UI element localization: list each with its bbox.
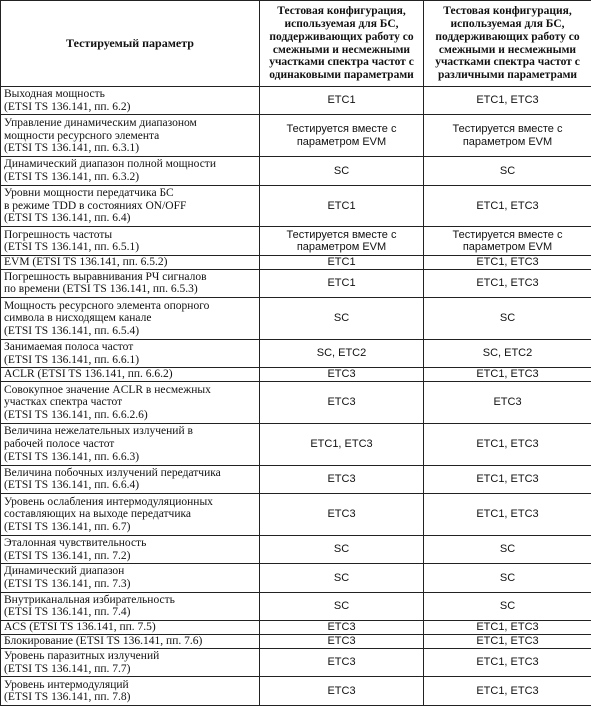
param-line: (ETSI TS 136.141, пп. 7.3): [4, 578, 131, 590]
config-diff-cell: [424, 423, 591, 465]
value-line: ETC3: [327, 396, 356, 409]
table-row: [1, 87, 591, 115]
value-line: ETC1, ETC3: [476, 635, 539, 648]
param-line: (ETSI TS 136.141, пп. 6.6.2.6): [4, 408, 148, 421]
config-diff-cell: [424, 115, 591, 157]
param-line: мощности ресурсного элемента: [4, 129, 160, 142]
table-row: [1, 269, 591, 297]
param-cell: [1, 227, 260, 255]
param-line: (ETSI TS 136.141, пп. 6.5.1): [4, 241, 140, 254]
value-line: ETC3: [493, 396, 522, 409]
config-same-cell: [260, 677, 424, 706]
param-line: Выходная мощность: [4, 88, 105, 101]
value-line: ETC3: [327, 635, 356, 648]
param-cell: [1, 635, 260, 649]
table-row: [1, 564, 591, 592]
value-line: Тестируется вместе с: [286, 228, 397, 241]
config-diff-cell: [424, 227, 591, 255]
config-same-cell: [260, 494, 424, 536]
config-same-cell: [260, 255, 424, 269]
header-config-different-params: [424, 1, 591, 87]
table-row: [1, 298, 591, 340]
config-diff-cell: [424, 185, 591, 227]
param-line: Управление динамическим диапазоном: [4, 116, 197, 129]
value-line: ETC3: [327, 473, 356, 486]
config-same-cell: [260, 227, 424, 255]
config-diff-cell: [424, 494, 591, 536]
param-line: (ETSI TS 136.141, пп. 7.7): [4, 662, 131, 675]
table-row: [1, 382, 591, 424]
value-line: ETC1, ETC3: [476, 199, 539, 212]
value-line: параметром EVM: [462, 241, 553, 254]
config-same-cell: [260, 592, 424, 620]
param-cell: [1, 115, 260, 157]
param-line: рабочей полосе частот: [4, 437, 115, 450]
header-line: Тестовая конфигурация,: [443, 5, 572, 18]
value-line: ETC1: [327, 94, 356, 107]
config-diff-cell: [424, 621, 591, 635]
value-line: Тестируется вместе с: [452, 228, 563, 241]
param-cell: [1, 564, 260, 592]
config-same-cell: [260, 465, 424, 493]
value-line: SC: [499, 164, 516, 177]
param-cell: [1, 648, 260, 676]
header-line: используемая для БС,: [450, 17, 565, 30]
value-line: SC: [333, 312, 350, 325]
table-row: [1, 494, 591, 536]
config-same-cell: [260, 185, 424, 227]
param-line: Величина побочных излучений передатчика: [4, 466, 221, 479]
table-row: [1, 227, 591, 255]
param-line: (ETSI TS 136.141, пп. 6.3.2): [4, 170, 140, 183]
value-line: SC, ETC2: [316, 347, 367, 360]
param-line: Занимаемая полоса частот: [4, 341, 134, 354]
header-config-same-params: [260, 1, 424, 87]
param-line: (ETSI TS 136.141, пп. 6.7): [4, 520, 131, 533]
table-row: [1, 592, 591, 620]
param-line: Погрешность выравнивания РЧ сигналов: [4, 270, 207, 283]
config-same-cell: [260, 564, 424, 592]
param-line: EVM (ETSI TS 136.141, пп. 6.5.2): [4, 255, 168, 268]
header-line: смежными и несмежными: [272, 43, 411, 56]
value-line: SC: [499, 312, 516, 325]
param-cell: [1, 255, 260, 269]
config-same-cell: [260, 368, 424, 382]
value-line: SC: [499, 543, 516, 556]
param-cell: [1, 621, 260, 635]
param-line: составляющих на выходе передатчика: [4, 508, 191, 521]
header-line: смежными и несмежными: [438, 43, 577, 56]
value-line: параметром EVM: [462, 135, 553, 148]
param-line: ACLR (ETSI TS 136.141, пп. 6.6.2): [4, 368, 173, 381]
config-diff-cell: [424, 157, 591, 185]
param-line: (ETSI TS 136.141, пп. 6.3.1): [4, 142, 140, 155]
param-line: (ETSI TS 136.141, пп. 6.6.1): [4, 353, 140, 366]
config-diff-cell: [424, 298, 591, 340]
param-cell: [1, 157, 260, 185]
config-diff-cell: [424, 677, 591, 706]
table-row: [1, 465, 591, 493]
value-line: Тестируется вместе с: [286, 123, 397, 136]
param-cell: [1, 269, 260, 297]
header-line: участками спектра частот с: [435, 56, 580, 69]
param-cell: [1, 423, 260, 465]
value-line: ETC1, ETC3: [476, 437, 539, 450]
value-line: параметром EVM: [296, 241, 387, 254]
header-line: участками спектра частот с: [269, 56, 414, 69]
value-line: ETC3: [327, 508, 356, 521]
param-line: по времени (ETSI TS 136.141, пп. 6.5.3): [4, 283, 198, 296]
value-line: SC: [333, 164, 350, 177]
config-same-cell: [260, 269, 424, 297]
value-line: SC: [499, 600, 516, 613]
config-diff-cell: [424, 87, 591, 115]
header-line: одинаковыми параметрами: [269, 69, 414, 82]
config-diff-cell: [424, 368, 591, 382]
param-line: в режиме TDD в состояниях ON/OFF: [4, 199, 187, 212]
param-cell: [1, 592, 260, 620]
table-row: [1, 648, 591, 676]
config-diff-cell: [424, 535, 591, 563]
param-line: Уровни мощности передатчика БС: [4, 187, 174, 200]
config-diff-cell: [424, 635, 591, 649]
param-line: (ETSI TS 136.141, пп. 6.5.4): [4, 324, 140, 337]
param-line: Динамический диапазон: [4, 565, 125, 578]
value-line: SC: [333, 571, 350, 584]
param-cell: [1, 339, 260, 367]
table-row: [1, 157, 591, 185]
config-diff-cell: [424, 382, 591, 424]
value-line: параметром EVM: [296, 135, 387, 148]
value-line: ETC1, ETC3: [476, 621, 539, 634]
value-line: SC: [499, 571, 516, 584]
param-line: (ETSI TS 136.141, пп. 6.4): [4, 212, 131, 225]
table-row: [1, 677, 591, 706]
config-same-cell: [260, 621, 424, 635]
value-line: ETC1, ETC3: [476, 277, 539, 290]
header-line: Тестовая конфигурация,: [277, 5, 406, 18]
param-line: (ETSI TS 136.141, пп. 7.8): [4, 691, 131, 704]
table-row: [1, 185, 591, 227]
value-line: ETC1, ETC3: [476, 473, 539, 486]
value-line: ETC1: [327, 199, 356, 212]
param-line: Погрешность частоты: [4, 228, 113, 241]
config-diff-cell: [424, 648, 591, 676]
param-cell: [1, 677, 260, 706]
table-row: [1, 423, 591, 465]
value-line: ETC1: [327, 277, 356, 290]
config-same-cell: [260, 423, 424, 465]
param-cell: [1, 87, 260, 115]
value-line: Тестируется вместе с: [452, 123, 563, 136]
header-line: поддерживающих работу со: [269, 30, 414, 43]
config-diff-cell: [424, 592, 591, 620]
value-line: ETC3: [327, 684, 356, 697]
config-diff-cell: [424, 269, 591, 297]
value-line: ETC1, ETC3: [310, 437, 373, 450]
value-line: ETC1, ETC3: [476, 255, 539, 268]
value-line: SC: [333, 543, 350, 556]
param-line: Уровень паразитных излучений: [4, 650, 160, 663]
param-line: Внутриканальная избирательность: [4, 593, 175, 606]
param-line: участках спектра частот: [4, 396, 123, 409]
param-line: Эталонная чувствительность: [4, 536, 147, 549]
config-same-cell: [260, 635, 424, 649]
header-line: используемая для БС,: [284, 17, 399, 30]
param-cell: [1, 382, 260, 424]
value-line: ETC1, ETC3: [476, 656, 539, 669]
param-line: ACS (ETSI TS 136.141, пп. 7.5): [4, 621, 156, 634]
param-cell: [1, 494, 260, 536]
config-same-cell: [260, 115, 424, 157]
table-row: [1, 255, 591, 269]
param-line: Совокупное значение ACLR в несмежных: [4, 383, 211, 396]
config-same-cell: [260, 382, 424, 424]
config-same-cell: [260, 298, 424, 340]
table-row: [1, 535, 591, 563]
param-line: Блокирование (ETSI TS 136.141, пп. 7.6): [4, 635, 203, 648]
value-line: SC, ETC2: [482, 347, 533, 360]
param-line: (ETSI TS 136.141, пп. 6.6.4): [4, 479, 140, 492]
param-line: символа в нисходящем канале: [4, 312, 152, 325]
config-diff-cell: [424, 255, 591, 269]
config-same-cell: [260, 87, 424, 115]
param-line: Величина нежелательных излучений в: [4, 425, 193, 438]
param-cell: [1, 465, 260, 493]
value-line: ETC1, ETC3: [476, 94, 539, 107]
value-line: ETC3: [327, 656, 356, 669]
param-line: Мощность ресурсного элемента опорного: [4, 299, 210, 312]
param-line: (ETSI TS 136.141, пп. 6.2): [4, 100, 131, 113]
param-line: Уровень интермодуляций: [4, 678, 129, 691]
config-diff-cell: [424, 564, 591, 592]
config-diff-cell: [424, 465, 591, 493]
header-tested-parameter: Тестируемый параметр: [1, 1, 260, 87]
param-cell: [1, 298, 260, 340]
header-line: поддерживающих работу со: [435, 30, 580, 43]
config-diff-cell: [424, 339, 591, 367]
param-line: (ETSI TS 136.141, пп. 7.4): [4, 606, 131, 619]
value-line: ETC1, ETC3: [476, 684, 539, 697]
table-row: [1, 339, 591, 367]
table-header-row: [1, 1, 591, 87]
config-same-cell: [260, 157, 424, 185]
config-same-cell: [260, 535, 424, 563]
table-row: [1, 115, 591, 157]
value-line: ETC1, ETC3: [476, 508, 539, 521]
value-line: ETC3: [327, 368, 356, 381]
param-line: (ETSI TS 136.141, пп. 6.6.3): [4, 450, 140, 463]
value-line: SC: [333, 600, 350, 613]
config-same-cell: [260, 648, 424, 676]
table-row: [1, 368, 591, 382]
table-body: [1, 87, 591, 706]
param-cell: [1, 535, 260, 563]
param-cell: [1, 185, 260, 227]
table-row: [1, 635, 591, 649]
param-line: (ETSI TS 136.141, пп. 7.2): [4, 549, 131, 562]
value-line: ETC3: [327, 621, 356, 634]
value-line: ETC1: [327, 255, 356, 268]
config-same-cell: [260, 339, 424, 367]
table-row: [1, 621, 591, 635]
param-line: Уровень ослабления интермодуляционных: [4, 495, 213, 508]
param-cell: [1, 368, 260, 382]
value-line: ETC1, ETC3: [476, 368, 539, 381]
header-line: различными параметрами: [437, 69, 578, 82]
param-line: Динамический диапазон полной мощности: [4, 158, 216, 171]
